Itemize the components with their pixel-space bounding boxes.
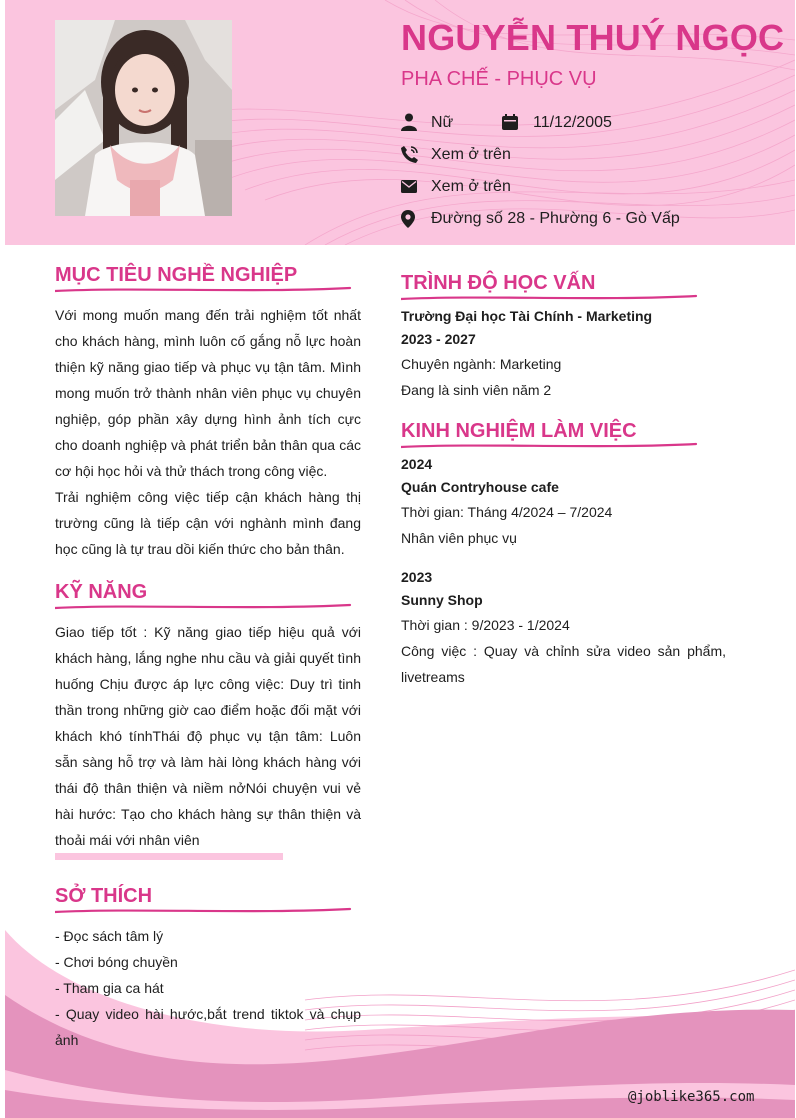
job-company: Quán Contryhouse cafe	[401, 479, 559, 495]
hobbies-underline	[55, 907, 355, 915]
hobby-item: - Đọc sách tâm lý	[55, 928, 164, 944]
hobby-item: - Chơi bóng chuyền	[55, 954, 178, 970]
skills-title: KỸ NĂNG	[55, 581, 148, 603]
education-underline	[401, 294, 701, 302]
email-value: Xem ở trên	[431, 178, 511, 195]
skill-level-bar	[55, 853, 283, 860]
objective-title: MỤC TIÊU NGHỀ NGHIỆP	[55, 264, 298, 286]
address-value: Đường số 28 - Phường 6 - Gò Vấp	[431, 210, 680, 227]
birthday-value: 11/12/2005	[533, 114, 612, 131]
candidate-name: NGUYỄN THUÝ NGỌC	[401, 17, 785, 58]
cv-page	[5, 0, 795, 1118]
job-time: Thời gian : 9/2023 - 1/2024	[401, 617, 570, 633]
phone-value: Xem ở trên	[431, 146, 511, 163]
education-major: Chuyên ngành: Marketing	[401, 356, 562, 372]
hobby-item: - Tham gia ca hát	[55, 980, 164, 996]
experience-title: KINH NGHIỆM LÀM VIỆC	[401, 420, 637, 442]
education-status: Đang là sinh viên năm 2	[401, 382, 552, 398]
skills-underline	[55, 603, 355, 611]
user-icon	[401, 113, 419, 131]
job-time: Thời gian: Tháng 4/2024 – 7/2024	[401, 504, 613, 520]
job-year: 2024	[401, 456, 433, 472]
job-title: PHA CHẾ - PHỤC VỤ	[401, 68, 597, 90]
profile-photo	[55, 20, 232, 216]
calendar-icon	[502, 114, 520, 132]
education-school: Trường Đại học Tài Chính - Marketing	[401, 308, 653, 324]
hobbies-title: SỞ THÍCH	[55, 885, 153, 907]
education-period: 2023 - 2027	[401, 331, 476, 347]
skills-text: Giao tiếp tốt : Kỹ năng giao tiếp hiệu quả với khách hàng, lắng nghe nhu cầu và giải quyết tình huống Chịu được áp lực công việc: Duy trì tinh thần trong những giờ cao điểm hoặc đối mặt với khách khó tínhThái độ phục vụ tận tâm: Luôn sẵn sàng hỗ trợ và làm hài lòng khách hàng với thái độ thân thiện và niềm nởNói chuyện vui vẻ hài hước: Tạo cho khách hàng sự thân thiện và thoải mái với nhân viên	[55, 624, 361, 848]
objective-underline	[55, 286, 355, 294]
objective-paragraph: Với mong muốn mang đến trải nghiệm tốt nhất cho khách hàng, mình luôn cố gắng nỗ lực hoàn thiện kỹ năng giao tiếp và phục vụ tận tâm. Mình mong muốn trở thành nhân viên phục vụ chuyên nghiệp, góp phần xây dựng hình ảnh tích cực cho doanh nghiệp và phát triển bản thân qua các cơ hội học hỏi và thử thách trong công việc.	[55, 307, 361, 479]
phone-icon	[401, 146, 419, 164]
experience-underline	[401, 442, 701, 450]
objective-text	[55, 302, 361, 562]
cv-header	[5, 0, 795, 245]
location-pin-icon	[401, 210, 419, 228]
email-icon	[401, 180, 419, 198]
job-year: 2023	[401, 569, 433, 585]
watermark: @joblike365.com	[628, 1089, 755, 1105]
job-description: Công việc : Quay và chỉnh sửa video sản phẩm, livetreams	[401, 643, 726, 685]
gender-value: Nữ	[431, 114, 454, 131]
hobby-item: - Quay video hài hước,bắt trend tiktok và chụp ảnh	[55, 1006, 361, 1048]
job-description: Nhân viên phục vụ	[401, 530, 517, 546]
job-company: Sunny Shop	[401, 592, 483, 608]
education-title: TRÌNH ĐỘ HỌC VẤN	[401, 272, 596, 294]
objective-paragraph: Trải nghiệm công việc tiếp cận khách hàng thị trường cũng là tiếp cận với nghành mình đang học cũng là tự trau dồi kiến thức cho bản thân.	[55, 489, 361, 557]
